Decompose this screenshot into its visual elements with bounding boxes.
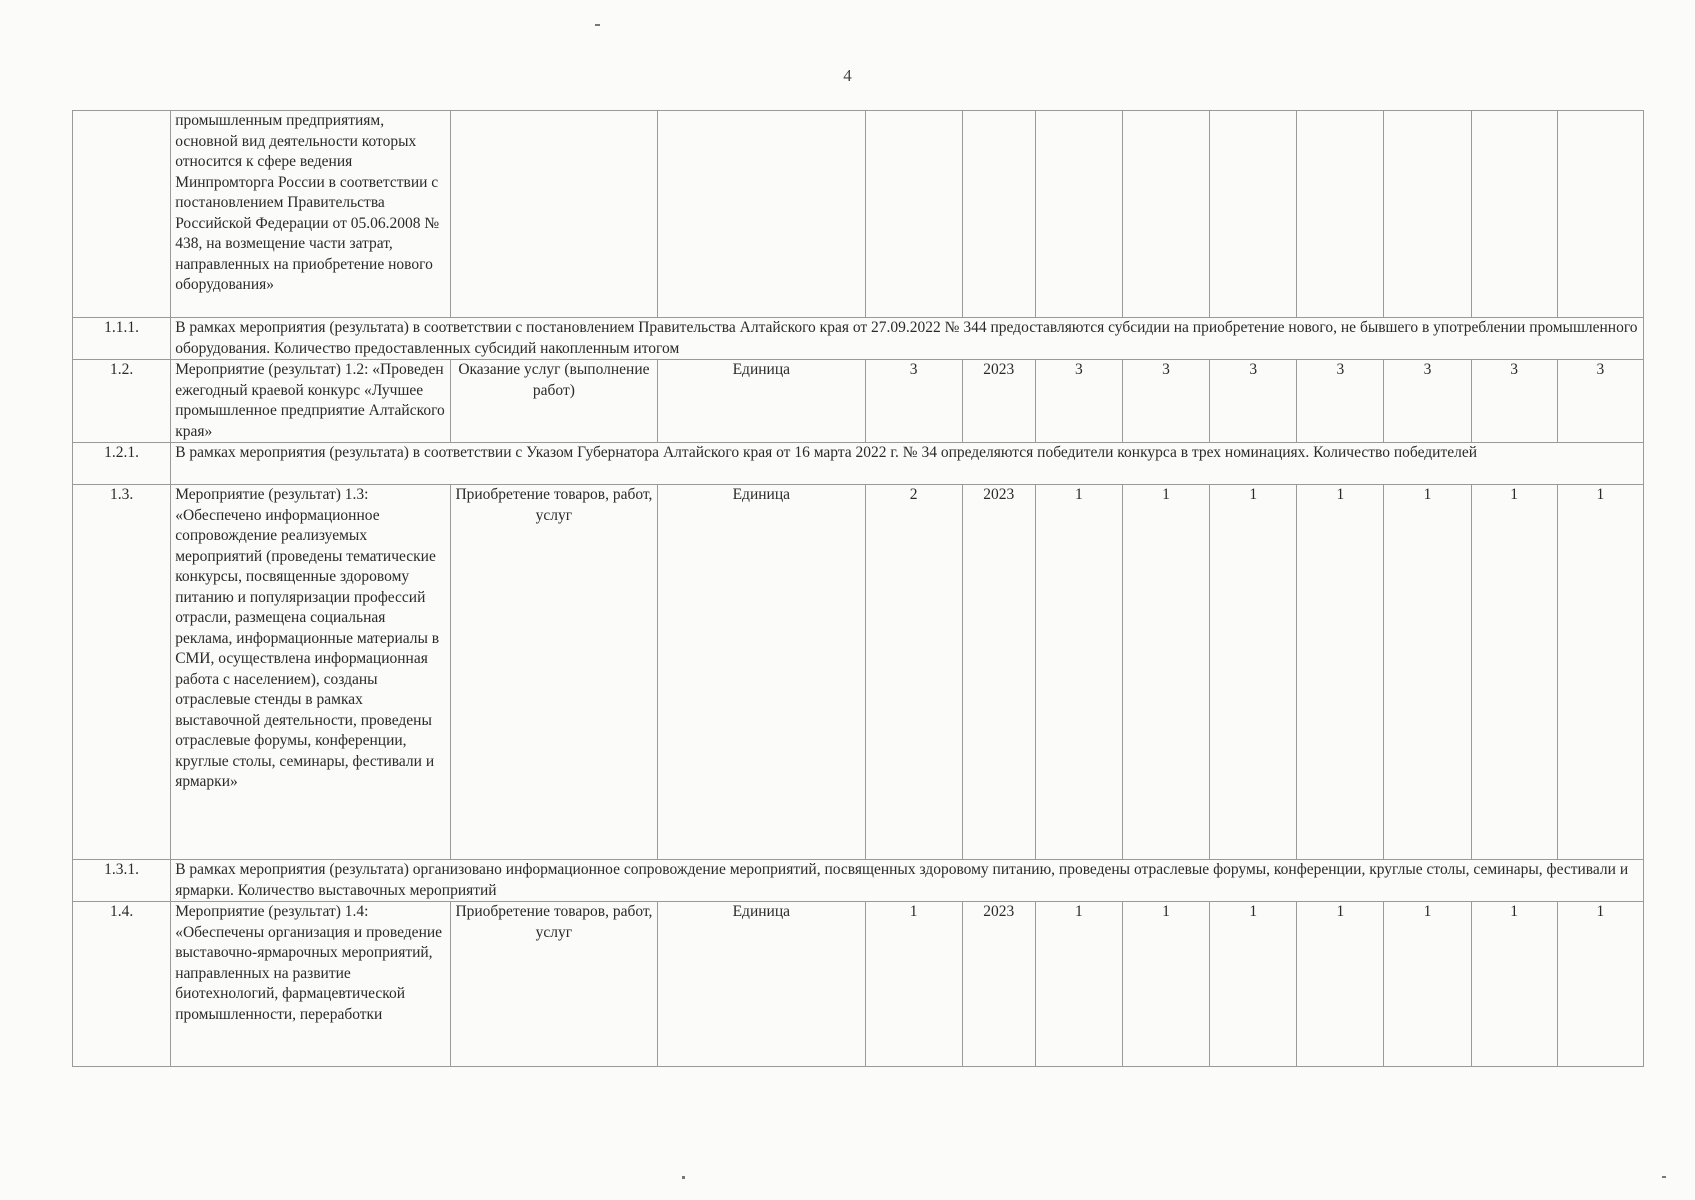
value-cell: 1: [1210, 902, 1297, 1067]
base-year: 2023: [962, 485, 1035, 860]
table-row: [73, 318, 1644, 360]
base-value: 2: [865, 485, 962, 860]
result-name: промышленным предприятиям, основной вид деятельности которых относится к сфере ведения Минпромторга России в соответствии с постановлением Правительства Российской Федерации от 05.06.2008 № 438, на возмещение части затрат, направленных на приобретение нового оборудования»: [171, 111, 451, 318]
value-cell: 1: [1122, 485, 1209, 860]
value-cell: 3: [1471, 360, 1557, 443]
result-name: Мероприятие (результат) 1.2: «Проведен ежегодный краевой конкурс «Лучшее промышленное предприятие Алтайского края»: [171, 360, 451, 443]
row-number: 1.4.: [73, 902, 171, 1067]
value-cell: 3: [1297, 360, 1384, 443]
page-number: 4: [843, 66, 852, 85]
scan-speck: [595, 24, 600, 26]
value-cell: 1: [1297, 902, 1384, 1067]
value-cell: 1: [1122, 902, 1209, 1067]
base-value: 3: [865, 360, 962, 443]
table-row: [73, 443, 1644, 485]
unit: Единица: [658, 360, 865, 443]
row-number: 1.2.: [73, 360, 171, 443]
value-cell: 3: [1035, 360, 1122, 443]
row-description: В рамках мероприятия (результата) в соответствии с Указом Губернатора Алтайского края от 16 марта 2022 г. № 34 определяются победители конкурса в трех номинациях. Количество победителей: [171, 443, 1644, 485]
scan-speck: [682, 1176, 685, 1179]
unit: Единица: [658, 902, 865, 1067]
value-cell: 1: [1557, 902, 1643, 1067]
value-cell: 1: [1297, 485, 1384, 860]
result-name: Мероприятие (результат) 1.3: «Обеспечено информационное сопровождение реализуемых мероприятий (проведены тематические конкурсы, посвященные здоровому питанию и популяризации профессий отрасли, размещена социальная реклама, информационные материалы в СМИ, осуществлена информационная работа с населением), созданы отраслевые стенды в рамках выставочной деятельности, проведены отраслевые форумы, конференции, круглые столы, семинары, фестивали и ярмарки»: [171, 485, 451, 860]
table-row: [73, 111, 1644, 318]
base-value: 1: [865, 902, 962, 1067]
table-row: [73, 902, 1644, 1067]
result-type: Оказание услуг (выполнение работ): [450, 360, 657, 443]
value-cell: 1: [1557, 485, 1643, 860]
value-cell: 3: [1384, 360, 1471, 443]
value-cell: 1: [1384, 902, 1471, 1067]
row-description: В рамках мероприятия (результата) организовано информационное сопровождение мероприятий, посвященных здоровому питанию, проведены отраслевые форумы, конференции, круглые столы, семинары, фестивали и ярмарки. Количество выставочных мероприятий: [171, 860, 1644, 902]
base-year: 2023: [962, 360, 1035, 443]
value-cell: 1: [1471, 902, 1557, 1067]
row-number: 1.3.: [73, 485, 171, 860]
value-cell: 1: [1035, 902, 1122, 1067]
row-number: [73, 111, 171, 318]
value-cell: 3: [1557, 360, 1643, 443]
value-cell: 1: [1210, 485, 1297, 860]
unit: Единица: [658, 485, 865, 860]
row-number: 1.3.1.: [73, 860, 171, 902]
result-type: Приобретение товаров, работ, услуг: [450, 902, 657, 1067]
row-number: 1.2.1.: [73, 443, 171, 485]
base-year: 2023: [962, 902, 1035, 1067]
value-cell: 3: [1122, 360, 1209, 443]
scan-speck: [1662, 1176, 1666, 1178]
table-row: [73, 485, 1644, 860]
row-number: 1.1.1.: [73, 318, 171, 360]
value-cell: 1: [1384, 485, 1471, 860]
table-row: [73, 360, 1644, 443]
value-cell: 3: [1210, 360, 1297, 443]
table-row: [73, 860, 1644, 902]
row-description: В рамках мероприятия (результата) в соответствии с постановлением Правительства Алтайского края от 27.09.2022 № 344 предоставляются субсидии на приобретение нового, не бывшего в употреблении промышленного оборудования. Количество предоставленных субсидий накопленным итогом: [171, 318, 1644, 360]
result-type: Приобретение товаров, работ, услуг: [450, 485, 657, 860]
result-name: Мероприятие (результат) 1.4: «Обеспечены организация и проведение выставочно-ярмарочных мероприятий, направленных на развитие биотехнологий, фармацевтической промышленности, переработки: [171, 902, 451, 1067]
value-cell: 1: [1471, 485, 1557, 860]
value-cell: 1: [1035, 485, 1122, 860]
results-table: [72, 110, 1644, 1067]
